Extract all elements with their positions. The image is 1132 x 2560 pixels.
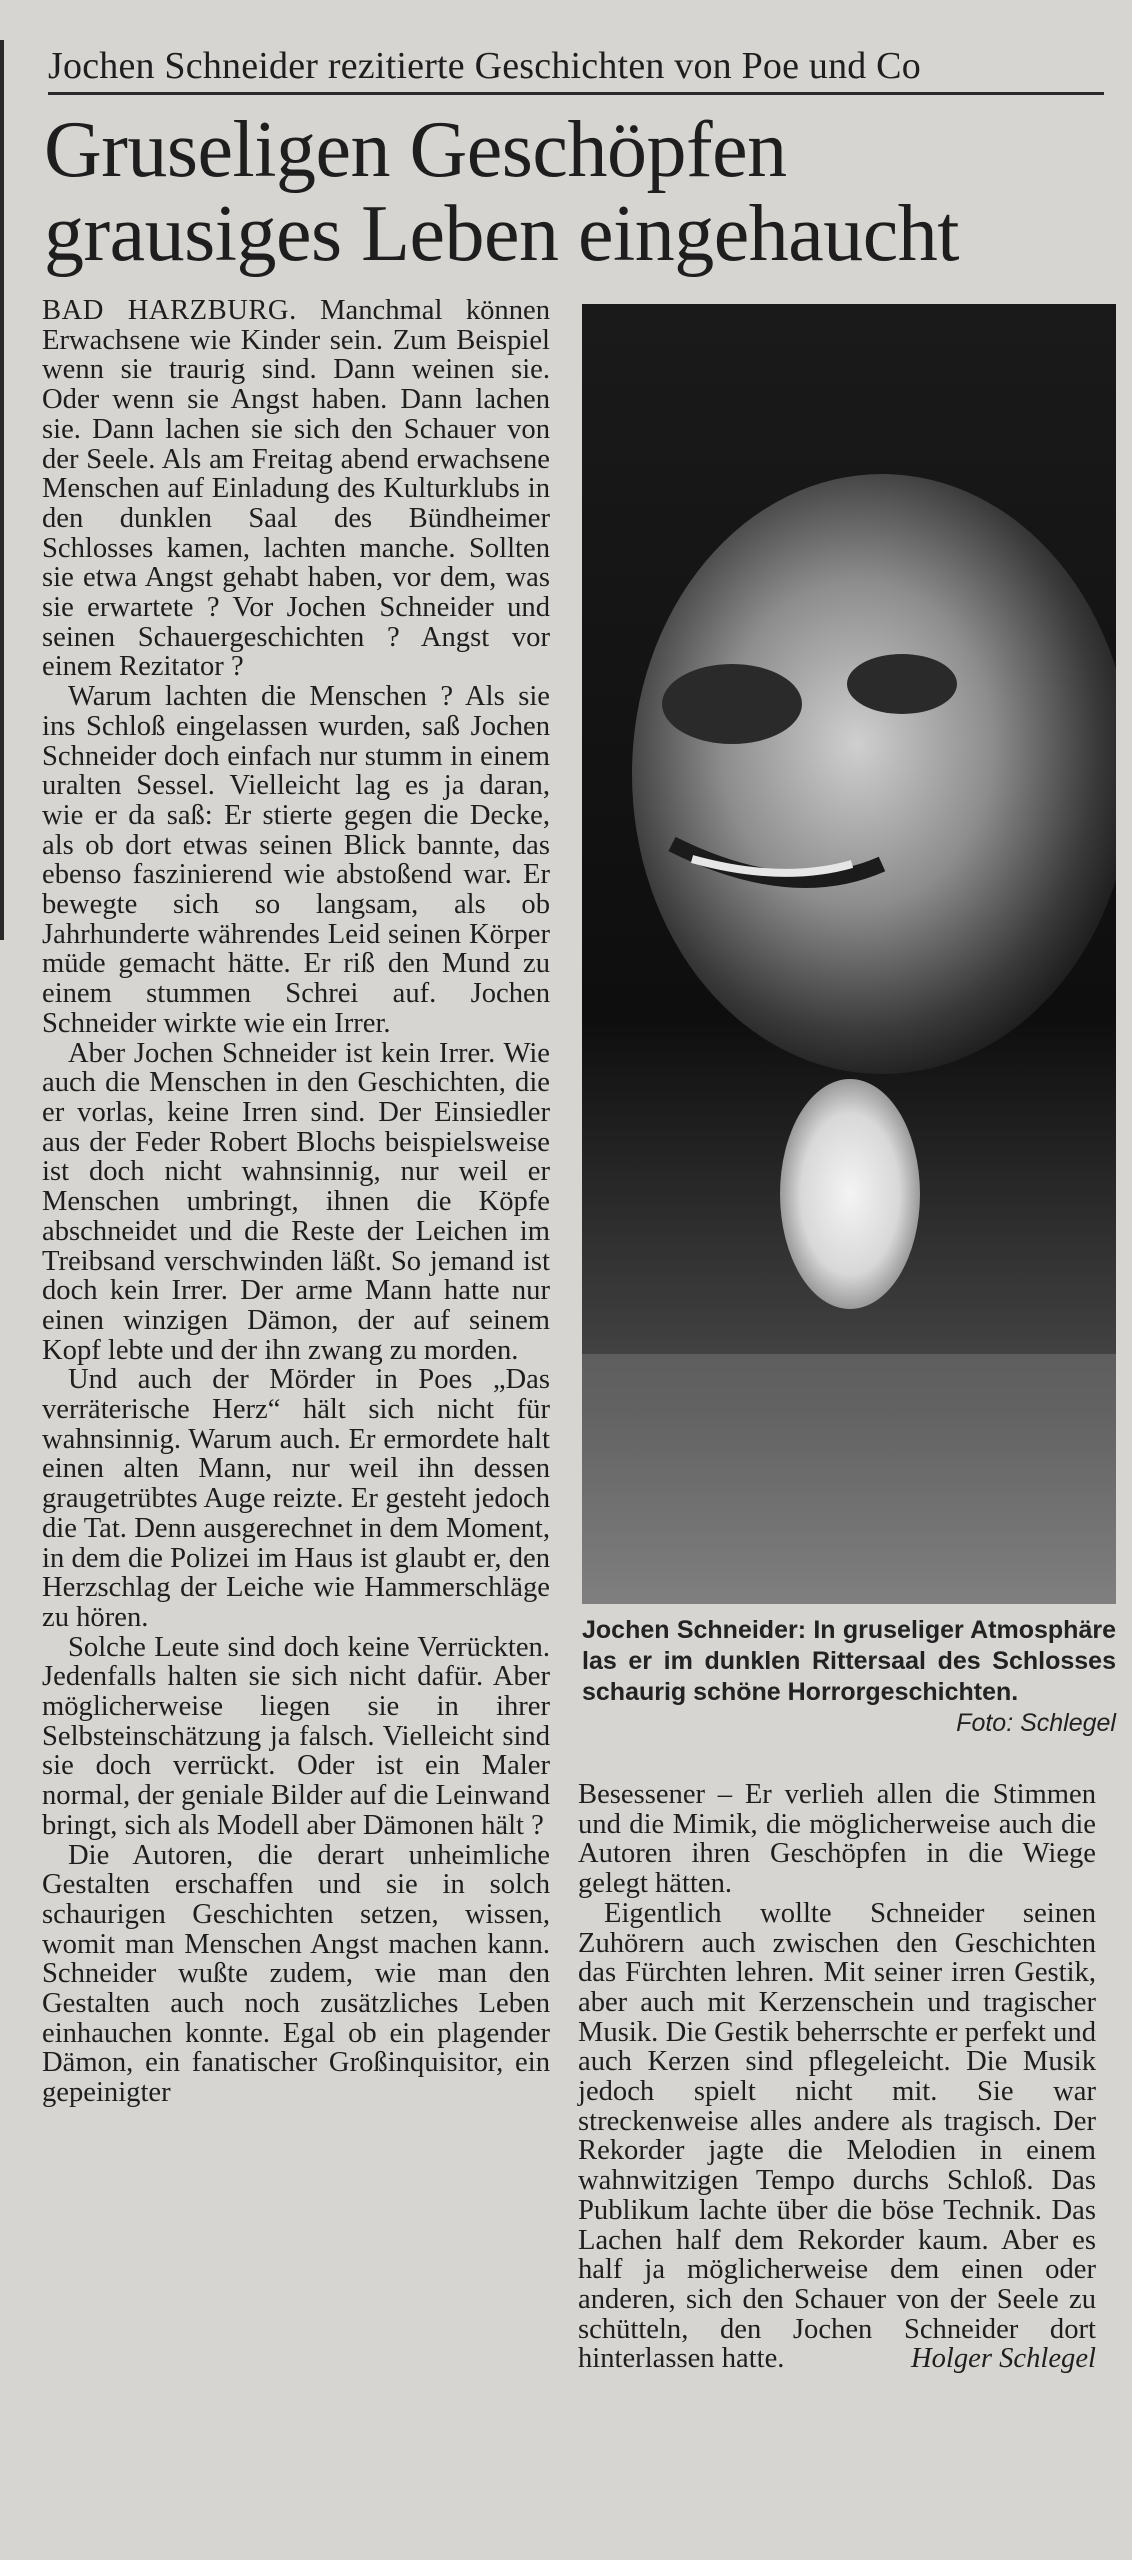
portrait-image bbox=[582, 304, 1116, 1604]
author-byline: Holger Schlegel bbox=[910, 2343, 1096, 2375]
article-headline bbox=[44, 108, 1114, 276]
caption-text: Jochen Schneider: In gruseliger Atmosphäre las er im dunklen Rittersaal des Schlosses schaurig schöne Horrorgeschichten. bbox=[582, 1616, 1116, 1706]
article-body-right bbox=[578, 1780, 1096, 2520]
dateline: BAD HARZBURG. bbox=[42, 295, 297, 326]
body-paragraph: Solche Leute sind doch keine Verrückten. Jedenfalls halten sie sich nicht dafür. Aber möglicherweise liegen sie in ihrer Selbsteinschätzung ja falsch. Vielleicht sind sie doch verrückt. Oder ist ein Maler normal, der geniale Bilder auf die Leinwand bringt, sich als Modell aber Dämonen hält ? bbox=[42, 1631, 550, 1841]
photo-caption bbox=[582, 1615, 1116, 1739]
portrait-photo bbox=[582, 304, 1116, 1604]
body-paragraph bbox=[578, 1899, 1096, 2374]
body-paragraph-text: Manchmal können Erwachsene wie Kinder sein. Zum Beispiel wenn sie traurig sind. Dann weinen sie. Oder wenn sie Angst haben. Dann lachen sie. Dann lachen sie sich den Schauer von der Seele. Als am Freitag abend erwachsene Menschen auf Einladung des Kulturklubs in den dunklen Saal des Bündheimer Schlosses kamen, lachten manche. Sollten sie etwa Angst gehabt haben, vor dem, was sie erwartete ? Vor Jochen Schneider und seinen Schauergeschichten ? Angst vor einem Rezitator ? bbox=[42, 295, 550, 683]
body-paragraph: Die Autoren, die derart unheimliche Gestalten erschaffen und sie in solch schaurigen Geschichten setzen, wissen, womit man Menschen Angst machen kann. Schneider wußte zudem, wie man den Gestalten auch noch zusätzliches Leben einhauchen konnte. Egal ob ein plagender Dämon, ein fanatischer Großinquisitor, ein gepeinigter bbox=[42, 1839, 550, 2109]
headline-line-1: Gruseligen Geschöpfen bbox=[44, 106, 787, 194]
photo-credit: Foto: Schlegel bbox=[956, 1709, 1116, 1737]
body-paragraph: Aber Jochen Schneider ist kein Irrer. Wie auch die Menschen in den Geschichten, die er vorlas, keine Irren sind. Der Einsiedler aus der Feder Robert Blochs beispielsweise ist doch nicht wahnsinnig, nur weil er Menschen umbringt, ihnen die Köpfe abschneidet und die Reste der Leichen im Treibsand verschwinden läßt. So jemand ist doch kein Irrer. Der arme Mann hatte nur einen winzigen Dämon, der auf seinem Kopf lebte und der ihn zwang zu morden. bbox=[42, 1037, 550, 1366]
column-rule bbox=[0, 40, 4, 940]
article-body-left bbox=[42, 296, 550, 2536]
article-kicker: Jochen Schneider rezitierte Geschichten von Poe und Co bbox=[48, 40, 1104, 95]
headline-line-2: grausiges Leben eingehaucht bbox=[44, 190, 960, 278]
body-paragraph: Warum lachten die Menschen ? Als sie ins Schloß eingelassen wurden, saß Jochen Schneider doch einfach nur stumm in einem uralten Sessel. Vielleicht lag es ja daran, wie er da saß: Er stierte gegen die Decke, als ob dort etwas seinen Blick bannte, das ebenso faszinierend wie abstoßend war. Er bewegte sich so langsam, als ob Jahrhunderte währendes Leid seinen Körper müde gemacht hätte. Er riß den Mund zu einem stummen Schrei auf. Jochen Schneider wirkte wie ein Irrer. bbox=[42, 681, 550, 1039]
body-paragraph: Besessener – Er verlieh allen die Stimmen und die Mimik, die möglicherweise auch die Autoren ihren Geschöpfen in die Wiege gelegt hätten. bbox=[578, 1779, 1096, 1900]
body-paragraph: Und auch der Mörder in Poes „Das verräterische Herz“ hält sich nicht für wahnsinnig. Warum auch. Er ermordete halt einen alten Mann, nur weil ihn dessen graugetrübtes Auge reizte. Er gesteht jedoch die Tat. Denn ausgerechnet in dem Moment, in dem die Polizei im Haus ist glaubt er, den Herzschlag der Leiche wie Hammerschläge zu hören. bbox=[42, 1364, 550, 1633]
body-paragraph-text: Eigentlich wollte Schneider seinen Zuhörern auch zwischen den Geschichten das Fürchten lehren. Mit seiner irren Gestik, aber auch mit Kerzenschein und tragischer Musik. Die Gestik beherrschte er perfekt und auch Kerzen sind pflegeleicht. Die Musik jedoch spielt nicht mit. Sie war streckenweise alles andere als tragisch. Der Rekorder jagte die Melodien in einem wahnwitzigen Tempo durchs Schloß. Das Publikum lachte über die böse Technik. Das Lachen half dem Rekorder kaum. Aber es half ja möglicherweise dem einen oder anderen, sich den Schauer von der Seele zu schütteln, den Jochen Schneider dort hinterlassen hatte. bbox=[578, 1897, 1096, 2375]
body-paragraph bbox=[42, 296, 550, 682]
